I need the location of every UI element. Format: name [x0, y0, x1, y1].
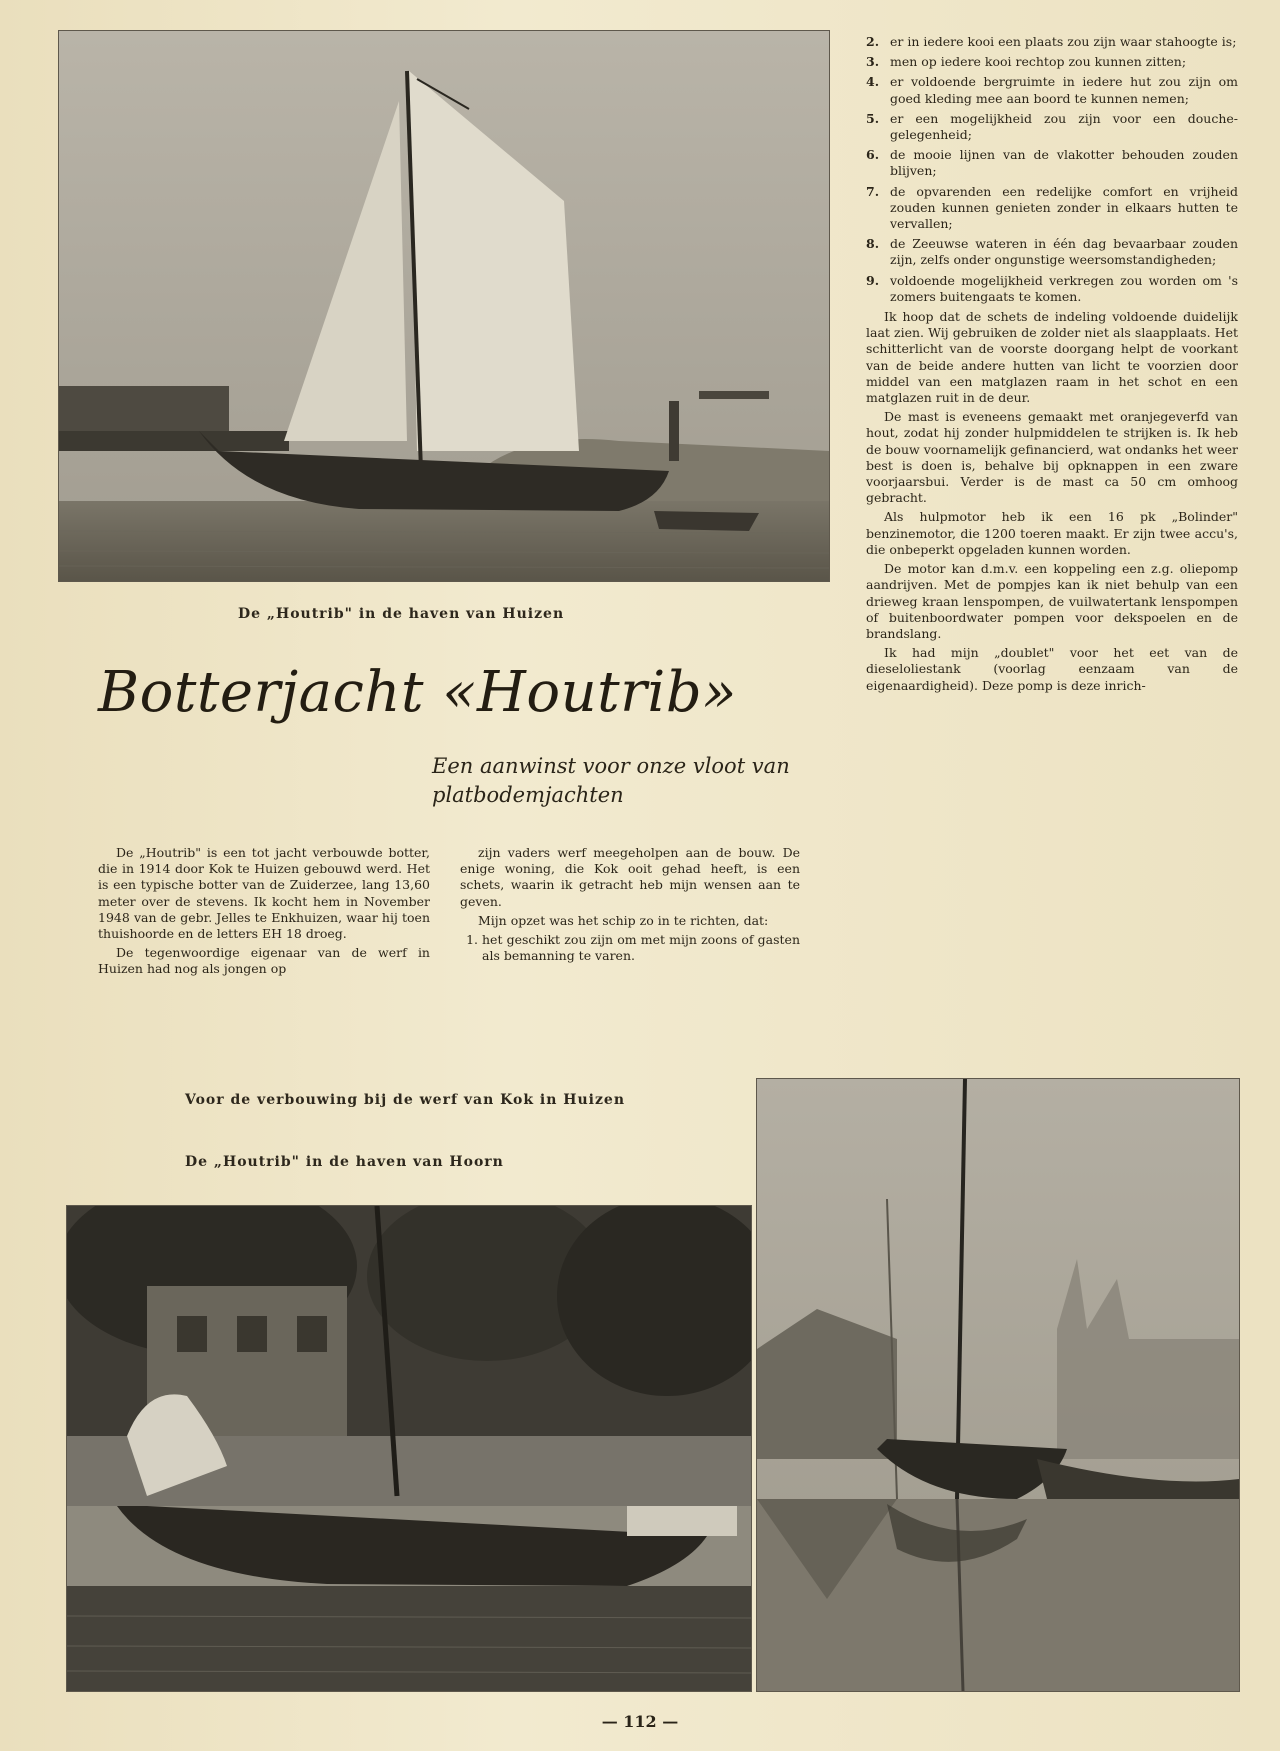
photo-houtrib-hoorn	[756, 1078, 1240, 1692]
paragraph: De motor kan d.m.v. een koppeling een z.g. oliepomp aandrijven. Met de pompjes kan ik niet behulp van een drieweg kraan lenspompen, de vuilwatertank lenspompen of buitenboordwater pompen voor dekspoelen en de brandslang.	[866, 561, 1238, 641]
list-item: 2. er in iedere kooi een plaats zou zijn waar stahoogte is;	[866, 34, 1237, 49]
left-text-column	[98, 845, 430, 981]
list-item: 7. de opvarenden een redelijke comfort en vrijheid zouden kunnen genieten zonder in elkaars hutten te vervallen;	[866, 183, 1238, 232]
botter-in-mist-image	[757, 1079, 1239, 1691]
botter-at-wharf-image	[67, 1206, 751, 1691]
right-text-column	[866, 34, 1238, 697]
paragraph: Als hulpmotor heb ik een 16 pk „Bolinder" benzinemotor, die 1200 toeren maakt. Er zijn twee accu's, die onbeperkt opgeladen kunnen worden.	[866, 509, 1238, 557]
article-subtitle: Een aanwinst voor onze vloot van platbodemjachten	[432, 754, 790, 807]
list-item: 4. er voldoende bergruimte in iedere hut zou zijn om goed kleding mee aan boord te kunnen nemen;	[866, 74, 1238, 106]
requirements-list-start	[460, 932, 800, 964]
paragraph: zijn vaders werf meegeholpen aan de bouw. De enige woning, die Kok ooit gehad heeft, is een schets, waarin ik getracht heb mijn wensen aan te geven.	[460, 845, 800, 909]
requirements-list	[866, 34, 1238, 305]
middle-text-column	[460, 845, 800, 968]
list-item: 5. er een mogelijkheid zou zijn voor een douche-gelegenheid;	[866, 110, 1238, 143]
list-item: 9. voldoende mogelijkheid verkregen zou worden om 's zomers buitengaats te komen.	[866, 272, 1238, 304]
paragraph: De tegenwoordige eigenaar van de werf in Huizen had nog als jongen op	[98, 945, 430, 977]
paragraph: Mijn opzet was het schip zo in te richten, dat:	[478, 912, 769, 928]
photo-houtrib-huizen	[58, 30, 830, 582]
paragraph: Ik had mijn „doublet" voor het eet van de dieseloliestank (voorlag eenzaam van de eigenaardigheid). Deze pomp is deze inrich-	[866, 645, 1238, 693]
list-item: 3. men op iedere kooi rechtop zou kunnen zitten;	[866, 54, 1187, 70]
paragraph: Ik hoop dat de schets de indeling voldoende duidelijk laat zien. Wij gebruiken de zolder niet als slaapplaats. Het schitterlicht van de voorste doorgang helpt de voorkant van de beide andere hutten van licht te voorzien door middel van een matglazen raam in het schot en een matglazen ruit in de deur.	[866, 309, 1238, 406]
list-item: 6. de mooie lijnen van de vlakotter behouden zouden blijven;	[866, 147, 1238, 179]
list-item: 8. de Zeeuwse wateren in één dag bevaarbaar zouden zijn, zelfs onder ongunstige weersomstandigheden;	[866, 236, 1238, 268]
paragraph: De mast is eveneens gemaakt met oranjegeverfd van hout, zodat hij zonder hulpmiddelen te strijken is. Ik heb de bouw voornamelijk gefinancierd, wat ondanks het weer best is doen is, behalve bij opknappen in een zware voorjaarsbui. Verder is de mast ca 50 cm omhoog gebracht.	[866, 409, 1238, 506]
photo-verbouwing-huizen	[66, 1205, 752, 1692]
page-number: — 112 —	[601, 1712, 679, 1731]
caption-hoorn: De „Houtrib" in de haven van Hoorn	[185, 1154, 504, 1170]
caption-verbouwing: Voor de verbouwing bij de werf van Kok in Huizen	[185, 1092, 626, 1108]
article-title: Botterjacht «Houtrib»	[98, 660, 737, 725]
caption-top-photo: De „Houtrib" in de haven van Huizen	[238, 606, 565, 622]
list-item: 1. het geschikt zou zijn om met mijn zoons of gasten als bemanning te varen.	[482, 932, 800, 964]
paragraph: De „Houtrib" is een tot jacht verbouwde botter, die in 1914 door Kok te Huizen gebouwd werd. Het is een typische botter van de Zuiderzee, lang 13,60 meter over de stevens. Ik kocht hem in November 1948 van de gebr. Jelles te Enkhuizen, waar hij toen thuishoorde en de letters EH 18 droeg.	[98, 845, 430, 942]
sailing-botter-image	[59, 31, 829, 581]
